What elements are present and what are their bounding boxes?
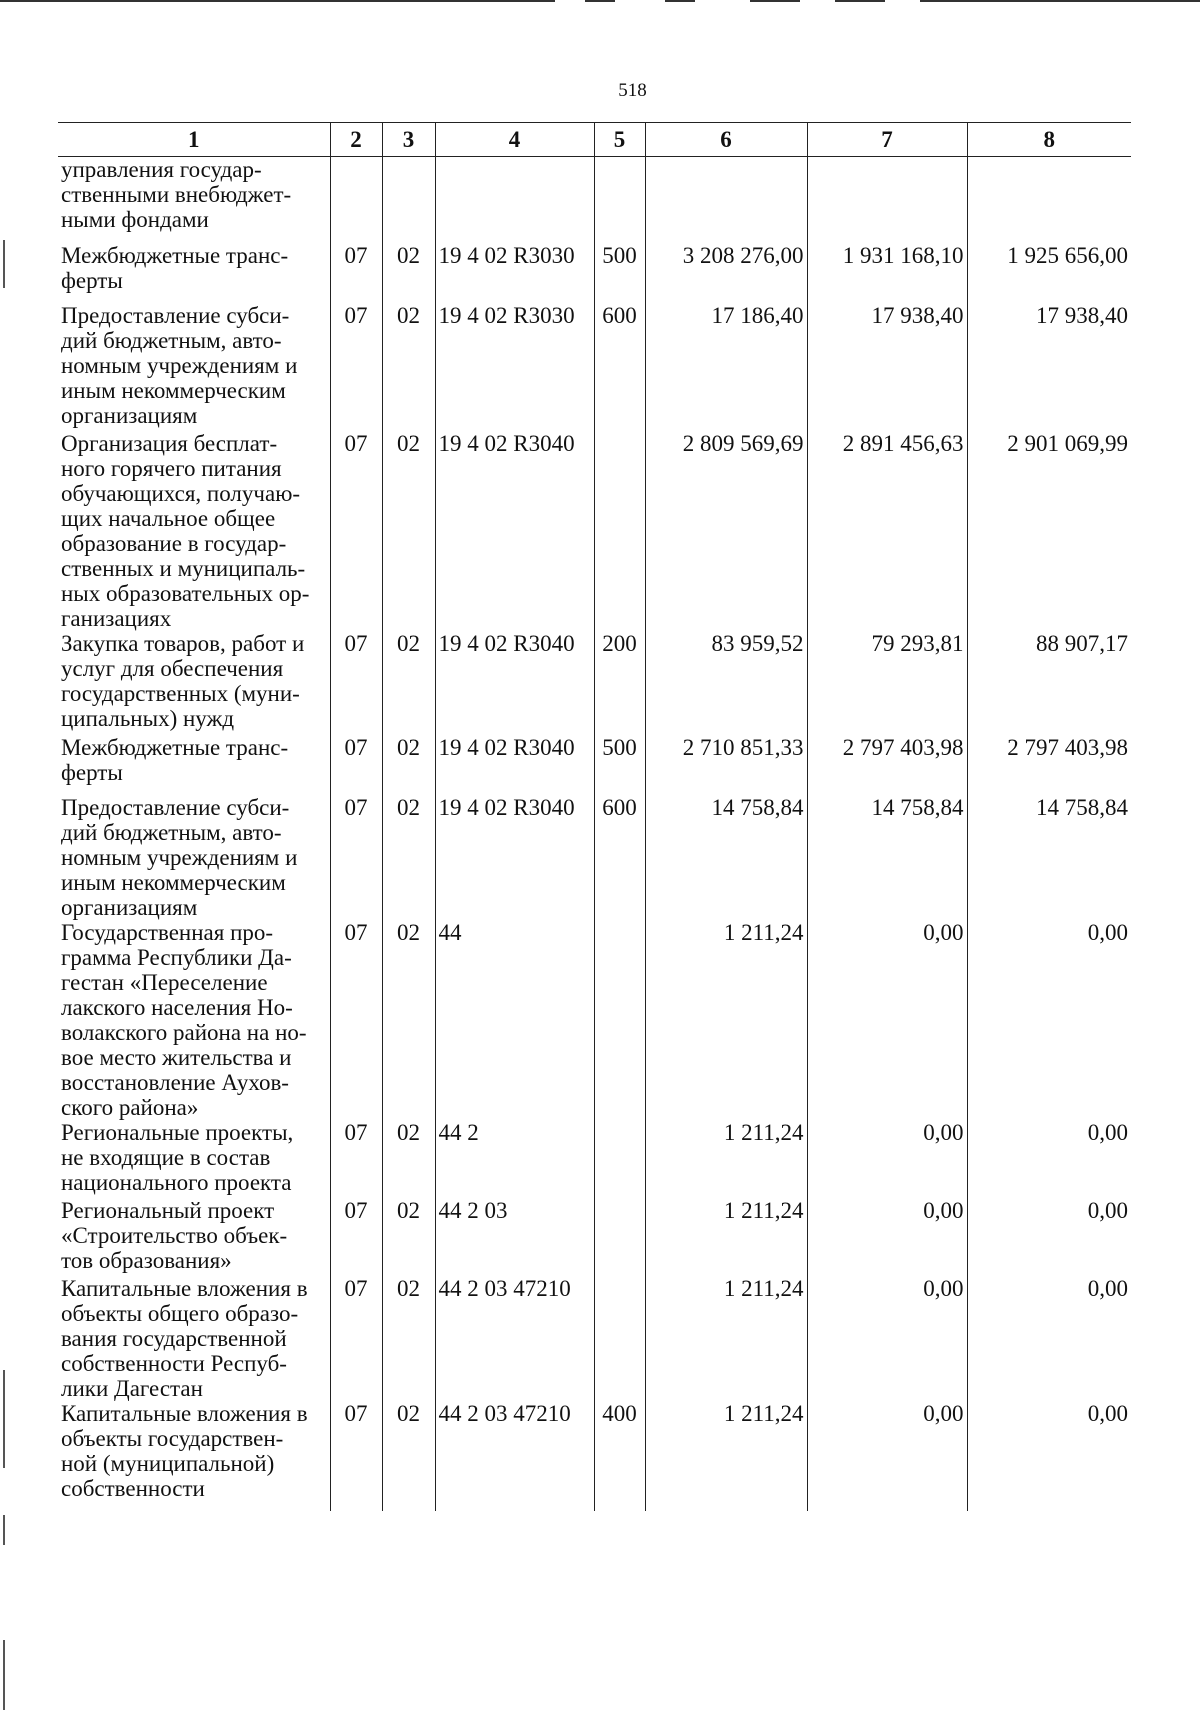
target-article-code: 19 4 02 R3040 (435, 735, 594, 795)
target-article-code: 19 4 02 R3040 (435, 631, 594, 735)
header-row (58, 123, 1131, 157)
expense-type-code (594, 920, 645, 1120)
table-row (58, 431, 1131, 631)
amount-col-8: 1 925 656,00 (967, 243, 1131, 303)
column-header: 4 (435, 123, 594, 157)
row-name: Закупка товаров, работ и услуг для обеспечения государственных (муни- ципальных) нужд (61, 630, 305, 731)
expense-type-code (594, 157, 645, 243)
amount-col-6: 1 211,24 (645, 1120, 807, 1198)
top-rule (750, 0, 800, 2)
amount-col-6: 83 959,52 (645, 631, 807, 735)
target-article-code: 44 2 03 (435, 1198, 594, 1276)
subsection-code: 02 (382, 795, 435, 920)
amount-col-8: 2 797 403,98 (967, 735, 1131, 795)
section-code: 07 (330, 920, 382, 1120)
top-rule (0, 0, 555, 2)
table-bottom-spacer (58, 1501, 1131, 1511)
expense-type-code (594, 431, 645, 631)
spacer-cell (645, 1501, 807, 1511)
amount-col-7: 2 797 403,98 (807, 735, 967, 795)
amount-col-8: 0,00 (967, 920, 1131, 1120)
row-name: управления государ- ственными внебюджет- ными фондами (61, 157, 292, 232)
amount-col-8: 0,00 (967, 1276, 1131, 1401)
target-article-code: 19 4 02 R3040 (435, 431, 594, 631)
row-name: Межбюджетные транс- ферты (61, 242, 289, 293)
amount-col-8: 2 901 069,99 (967, 431, 1131, 631)
table-row (58, 303, 1131, 431)
table-row (58, 1401, 1131, 1501)
column-header: 5 (594, 123, 645, 157)
amount-col-7: 17 938,40 (807, 303, 967, 431)
target-article-code: 19 4 02 R3030 (435, 243, 594, 303)
subsection-code: 02 (382, 735, 435, 795)
subsection-code: 02 (382, 303, 435, 431)
section-code: 07 (330, 735, 382, 795)
amount-col-7: 2 891 456,63 (807, 431, 967, 631)
column-header: 6 (645, 123, 807, 157)
top-rule (835, 0, 885, 2)
column-header: 3 (382, 123, 435, 157)
table-row (58, 735, 1131, 795)
amount-col-6: 2 809 569,69 (645, 431, 807, 631)
subsection-code: 02 (382, 1120, 435, 1198)
amount-col-7: 14 758,84 (807, 795, 967, 920)
amount-col-6 (645, 157, 807, 243)
row-name: Региональный проект «Строительство объек- тов образования» (61, 1197, 288, 1273)
table-row (58, 631, 1131, 735)
amount-col-7 (807, 157, 967, 243)
amount-col-8: 0,00 (967, 1120, 1131, 1198)
amount-col-7: 0,00 (807, 1276, 967, 1401)
top-rule (920, 0, 1200, 2)
section-code: 07 (330, 1120, 382, 1198)
section-code: 07 (330, 303, 382, 431)
table-row (58, 795, 1131, 920)
margin-mark (3, 240, 5, 288)
budget-table (58, 122, 1131, 1511)
expense-type-code: 600 (594, 303, 645, 431)
amount-col-6: 1 211,24 (645, 1198, 807, 1276)
amount-col-7: 0,00 (807, 1401, 967, 1501)
expense-type-code (594, 1198, 645, 1276)
subsection-code: 02 (382, 243, 435, 303)
subsection-code: 02 (382, 1401, 435, 1501)
subsection-code: 02 (382, 920, 435, 1120)
amount-col-6: 1 211,24 (645, 920, 807, 1120)
target-article-code: 44 2 03 47210 (435, 1276, 594, 1401)
table-row (58, 1120, 1131, 1198)
expense-type-code: 600 (594, 795, 645, 920)
margin-mark (3, 1515, 5, 1545)
row-name: Региональные проекты, не входящие в состав национального проекта (61, 1119, 294, 1195)
subsection-code: 02 (382, 1198, 435, 1276)
amount-col-6: 17 186,40 (645, 303, 807, 431)
top-rule (585, 0, 615, 2)
target-article-code (435, 157, 594, 243)
amount-col-8: 17 938,40 (967, 303, 1131, 431)
spacer-cell (330, 1501, 382, 1511)
amount-col-8: 14 758,84 (967, 795, 1131, 920)
row-name: Капитальные вложения в объекты государствен- ной (муниципальной) собственности (61, 1400, 308, 1501)
target-article-code: 19 4 02 R3030 (435, 303, 594, 431)
subsection-code: 02 (382, 431, 435, 631)
target-article-code: 44 2 (435, 1120, 594, 1198)
page-number: 518 (618, 80, 647, 101)
expense-type-code (594, 1276, 645, 1401)
target-article-code: 44 (435, 920, 594, 1120)
row-name: Межбюджетные транс- ферты (61, 734, 289, 785)
section-code: 07 (330, 1401, 382, 1501)
amount-col-6: 1 211,24 (645, 1276, 807, 1401)
amount-col-6: 2 710 851,33 (645, 735, 807, 795)
amount-col-6: 14 758,84 (645, 795, 807, 920)
amount-col-8 (967, 157, 1131, 243)
amount-col-6: 1 211,24 (645, 1401, 807, 1501)
table-body (58, 157, 1131, 1511)
table-row (58, 157, 1131, 243)
amount-col-7: 79 293,81 (807, 631, 967, 735)
expense-type-code: 400 (594, 1401, 645, 1501)
expense-type-code: 500 (594, 243, 645, 303)
expense-type-code: 200 (594, 631, 645, 735)
spacer-cell (807, 1501, 967, 1511)
amount-col-6: 3 208 276,00 (645, 243, 807, 303)
column-header: 7 (807, 123, 967, 157)
amount-col-7: 0,00 (807, 1198, 967, 1276)
target-article-code: 44 2 03 47210 (435, 1401, 594, 1501)
amount-col-7: 1 931 168,10 (807, 243, 967, 303)
spacer-cell (967, 1501, 1131, 1511)
table-row (58, 1198, 1131, 1276)
row-name: Государственная про- грамма Республики Да- гестан «Переселение лакского населения Но- волакского района на но- вое место жительства и восстановление Аухов- ского района» (61, 919, 307, 1120)
column-header: 2 (330, 123, 382, 157)
row-name: Организация бесплат- ного горячего питания обучающихся, получаю- щих начальное общее образование в государ- ственных и муниципаль- ных образовательных ор- ганизациях (61, 430, 310, 631)
section-code: 07 (330, 243, 382, 303)
spacer-cell (58, 1501, 330, 1511)
subsection-code (382, 157, 435, 243)
amount-col-8: 0,00 (967, 1198, 1131, 1276)
section-code: 07 (330, 631, 382, 735)
amount-col-8: 0,00 (967, 1401, 1131, 1501)
amount-col-8: 88 907,17 (967, 631, 1131, 735)
section-code: 07 (330, 1198, 382, 1276)
section-code: 07 (330, 1276, 382, 1401)
subsection-code: 02 (382, 631, 435, 735)
spacer-cell (594, 1501, 645, 1511)
column-header: 8 (967, 123, 1131, 157)
column-header: 1 (58, 123, 330, 157)
expense-type-code (594, 1120, 645, 1198)
amount-col-7: 0,00 (807, 1120, 967, 1198)
table-row (58, 243, 1131, 303)
row-name: Капитальные вложения в объекты общего образо- вания государственной собственности Респуб- лики Дагестан (61, 1275, 308, 1401)
amount-col-7: 0,00 (807, 920, 967, 1120)
table-row (58, 920, 1131, 1120)
margin-mark (3, 1640, 5, 1710)
subsection-code: 02 (382, 1276, 435, 1401)
section-code (330, 157, 382, 243)
row-name: Предоставление субси- дий бюджетным, авто- номным учреждениям и иным некоммерческим организациям (61, 302, 298, 428)
top-rule (665, 0, 695, 2)
spacer-cell (435, 1501, 594, 1511)
section-code: 07 (330, 431, 382, 631)
spacer-cell (382, 1501, 435, 1511)
expense-type-code: 500 (594, 735, 645, 795)
row-name: Предоставление субси- дий бюджетным, авто- номным учреждениям и иным некоммерческим организациям (61, 794, 298, 920)
table-row (58, 1276, 1131, 1401)
section-code: 07 (330, 795, 382, 920)
target-article-code: 19 4 02 R3040 (435, 795, 594, 920)
margin-mark (3, 1370, 5, 1468)
